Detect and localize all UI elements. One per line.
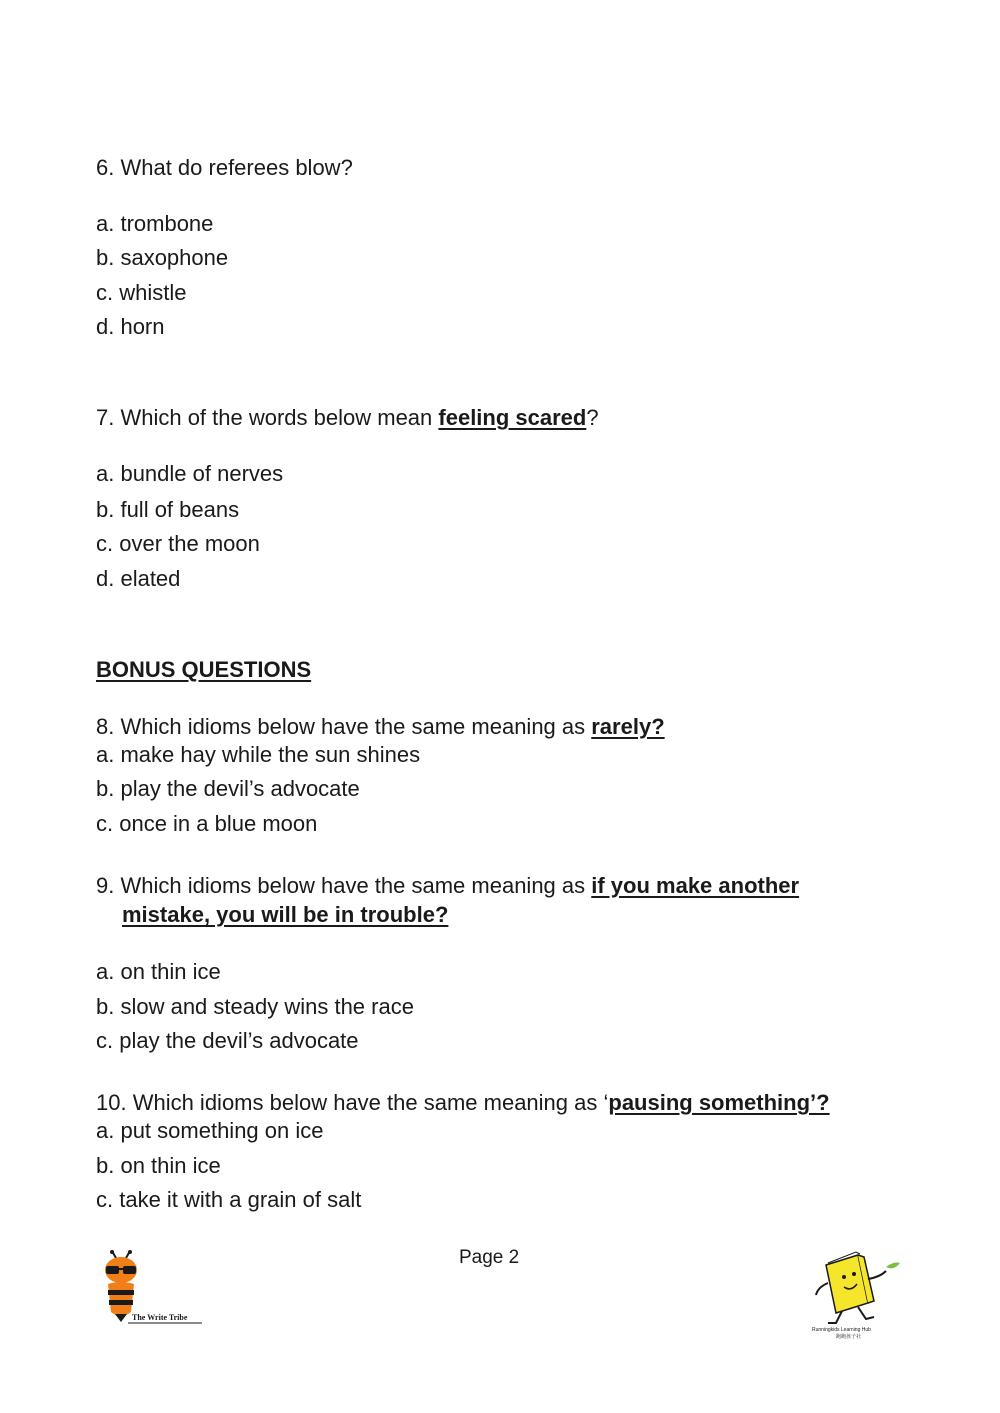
q7-option-a: a. bundle of nerves — [96, 461, 284, 486]
q10-option-a: a. put something on ice — [96, 1118, 324, 1143]
q9-option-b: b. slow and steady wins the race — [96, 994, 414, 1019]
q6-option-a: a. trombone — [96, 211, 214, 236]
q8-emphasis: rarely? — [591, 714, 665, 739]
question-8 — [96, 714, 665, 740]
q8-option-b: b. play the devil’s advocate — [96, 776, 360, 801]
q10-option-c: c. take it with a grain of salt — [96, 1187, 362, 1212]
question-6: 6. What do referees blow? — [96, 155, 353, 180]
q9-option-a: a. on thin ice — [96, 959, 221, 984]
q8-text: 8. Which idioms below have the same meaning as — [96, 714, 592, 739]
q9-emphasis-1: if you make another — [591, 873, 800, 898]
runningkids-subtext: 跑跑孩子社 — [836, 1334, 862, 1340]
q7-emphasis: feeling scared — [438, 405, 587, 430]
q7-mark: ? — [586, 405, 599, 430]
bonus-heading: BONUS QUESTIONS — [96, 657, 312, 682]
question-7 — [96, 405, 599, 431]
q6-option-b: b. saxophone — [96, 245, 229, 270]
question-9 — [96, 873, 799, 899]
q9-emphasis-2: mistake, you will be in trouble? — [122, 902, 449, 927]
write-tribe-logo — [98, 1250, 208, 1330]
q6-option-d: d. horn — [96, 314, 165, 339]
q10-emphasis: pausing something’? — [608, 1090, 830, 1115]
q8-option-c: c. once in a blue moon — [96, 811, 318, 836]
question-10 — [96, 1090, 830, 1116]
q7-text: 7. Which of the words below mean — [96, 405, 439, 430]
page-number: Page 2 — [459, 1247, 520, 1268]
q7-option-c: c. over the moon — [96, 531, 260, 556]
q10-text: 10. Which idioms below have the same meaning as ‘ — [96, 1090, 609, 1115]
q7-option-b: b. full of beans — [96, 497, 240, 522]
q9-option-c: c. play the devil’s advocate — [96, 1028, 359, 1053]
q10-option-b: b. on thin ice — [96, 1153, 221, 1178]
q9-text: 9. Which idioms below have the same meaning as — [96, 873, 592, 898]
runningkids-text: Runningkids Learning Hub — [812, 1327, 871, 1333]
q6-option-c: c. whistle — [96, 280, 187, 305]
write-tribe-text: The Write Tribe — [132, 1313, 188, 1322]
q7-option-d: d. elated — [96, 566, 181, 591]
q8-option-a: a. make hay while the sun shines — [96, 742, 421, 767]
runningkids-logo — [808, 1243, 908, 1343]
